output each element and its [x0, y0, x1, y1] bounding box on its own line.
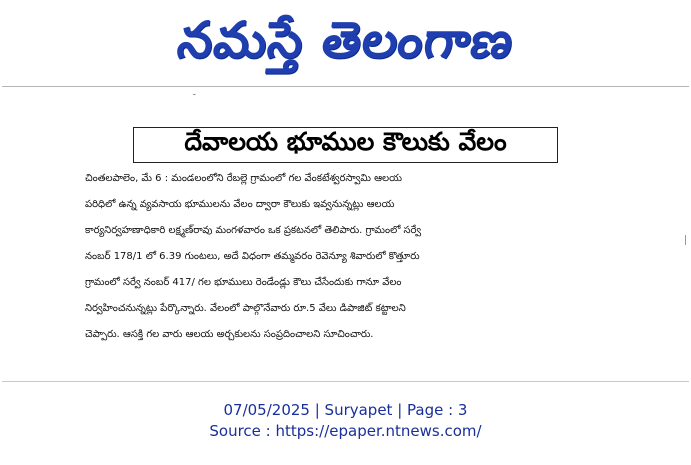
footer-divider: [2, 381, 689, 382]
newspaper-logo-title: నమస్తే తెలంగాణ: [173, 11, 518, 69]
footer-source-link[interactable]: Source : https://epaper.ntnews.com/: [209, 422, 482, 440]
column-edge-mark: [685, 235, 690, 245]
article-line-2: పరిధిలో ఉన్న వ్యవసాయ భూములను వేలం ద్వారా కౌలుకు ఇవ్వనున్నట్లు ఆలయ: [85, 199, 395, 210]
article-line-4: నంబర్ 178/1 లో 6.39 గుంటలు, అదే విధంగా తమ్మవరం రెవెన్యూ శివారులో కొత్తూరు: [85, 251, 420, 262]
clipping-fragment-mark: ˘: [192, 94, 197, 104]
footer: [0, 400, 691, 442]
article-line-3: కార్యనిర్వహణాధికారి లక్ష్మణ్‌రావు మంగళవారం ఒక ప్రకటనలో తెలిపారు. గ్రామంలో సర్వే: [85, 225, 422, 236]
headline-box: [133, 127, 558, 163]
footer-meta: 07/05/2025 | Suryapet | Page : 3: [223, 401, 468, 419]
article-line-5: గ్రామంలో సర్వే నంబర్ 417/ గల భూములు రెండేండ్లు కౌలు చేసేందుకు గానూ వేలం: [85, 277, 402, 288]
article-headline: దేవాలయ భూముల కౌలుకు వేలం: [184, 127, 507, 156]
article-body: [85, 166, 680, 376]
article-line-1: చింతలపాలెం, మే 6 : మండలంలోని రేబల్లె గ్రామంలో గల వేంకటేశ్వరస్వామి ఆలయ: [85, 173, 403, 184]
article-line-6: నిర్వహించనున్నట్లు పేర్కొన్నారు. వేలంలో పాల్గొనేవారు రూ.5 వేలు డిపాజిట్ కట్టాలని: [85, 303, 406, 314]
masthead-divider: [2, 86, 689, 87]
masthead: [0, 0, 691, 80]
article-line-7: చెప్పారు. ఆసక్తి గల వారు ఆలయ అర్చకులను సంప్రదించాలని సూచించారు.: [85, 329, 374, 340]
